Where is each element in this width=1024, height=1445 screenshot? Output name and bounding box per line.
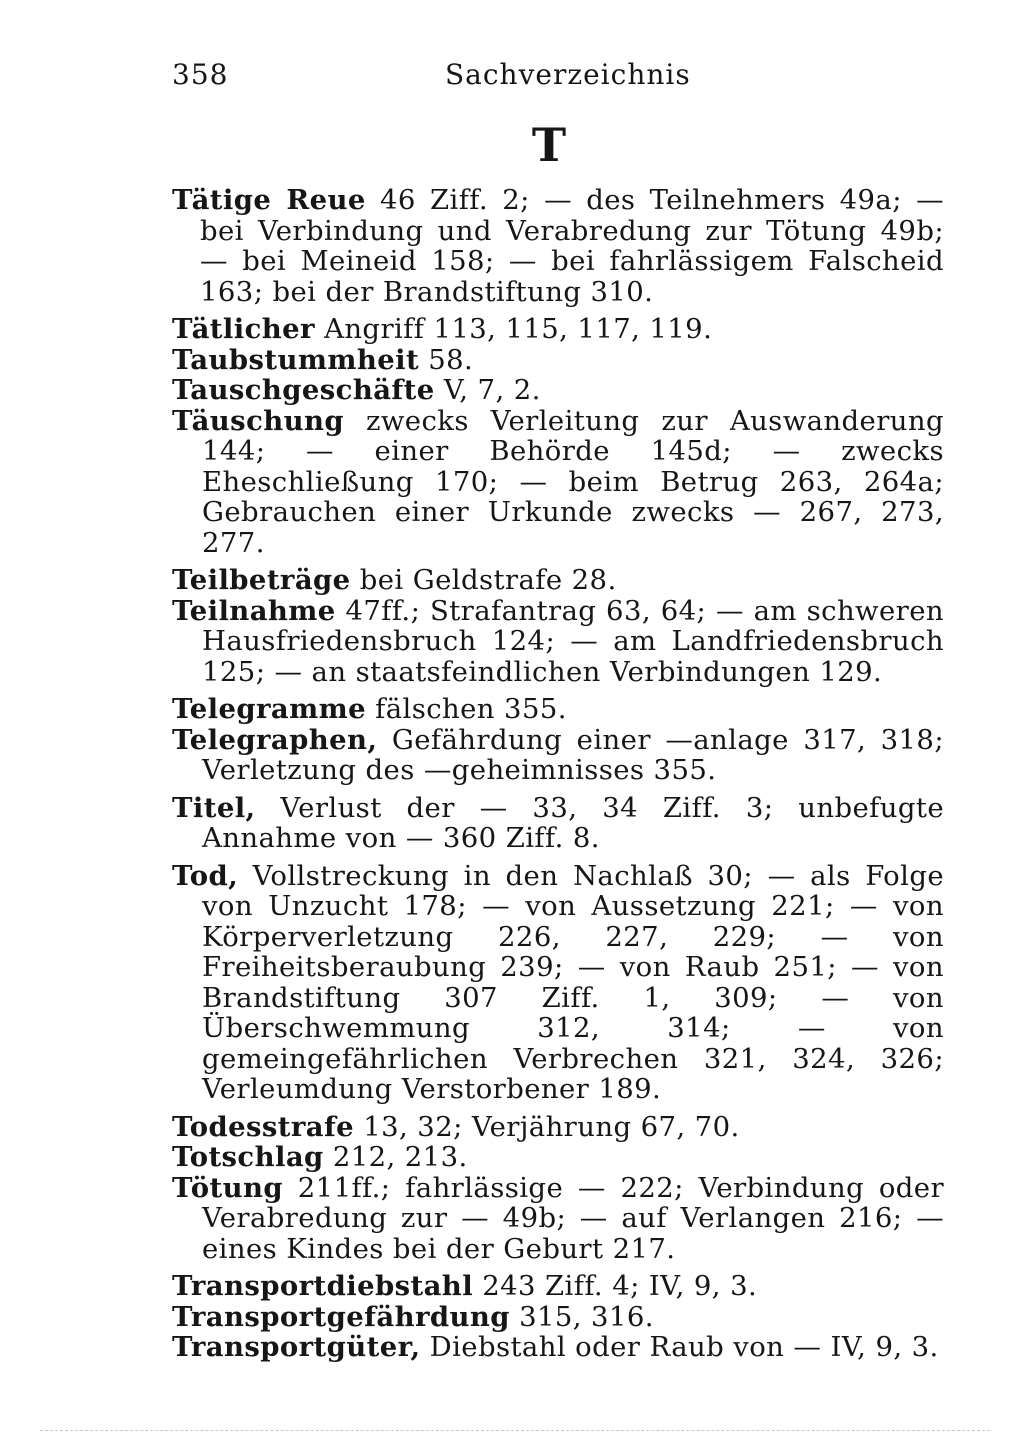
entry-text: fälschen 355. (365, 693, 567, 725)
index-entry-toetung (172, 1173, 944, 1265)
entry-text: zwecks Verleitung zur Auswanderung 144; — einer Behörde 145d; — zwecks Eheschließung 170; — beim Betrug 263, 264a; Gebrauchen einer Urkunde zwecks — 267, 273, 277. (202, 404, 944, 559)
entry-term: Tauschgeschäfte (172, 374, 435, 406)
entry-text: 212, 213. (323, 1141, 468, 1173)
entry-term: Taubstummheit (172, 343, 420, 376)
entry-term: Tätige Reue (172, 184, 366, 216)
entry-term: Telegraphen, (172, 723, 378, 756)
entry-term: Todesstrafe (172, 1110, 355, 1143)
index-entry-telegramme (172, 694, 944, 725)
entry-text: 211ff.; fahrlässige — 222; Verbindung oder Verabredung zur — 49b; — auf Verlangen 216; — eines Kindes bei der Geburt 217. (202, 1171, 944, 1265)
index-entry-telegraphen (172, 725, 944, 786)
entry-term: Tätlicher (172, 313, 315, 345)
index-entry-taeuschung (172, 406, 944, 559)
index-entry-teilbetraege (172, 565, 944, 596)
entry-text: Angriff 113, 115, 117, 119. (314, 313, 713, 345)
index-entry-titel (172, 793, 944, 854)
entry-term: Teilnahme (172, 594, 336, 627)
entry-text: bei Geldstrafe 28. (350, 564, 617, 596)
entry-text: 315, 316. (509, 1300, 654, 1333)
page-number: 358 (172, 58, 229, 91)
entry-term: Totschlag (172, 1141, 324, 1173)
entry-text: 58. (419, 343, 474, 376)
running-title: Sachverzeichnis (445, 58, 691, 91)
entry-term: Täuschung (172, 404, 345, 437)
index-entries (172, 185, 944, 1363)
index-entry-transportdiebstahl (172, 1271, 944, 1302)
entry-text: V, 7, 2. (434, 374, 541, 406)
entry-text: 46 Ziff. 2; — des Teilnehmers 49a; — bei Verbindung und Verabredung zur Tötung 49b; — bei Meineid 158; — bei fahrlässigem Falscheid 163; bei der Brandstiftung 310. (200, 184, 945, 308)
index-entry-totschlag (172, 1142, 944, 1173)
entry-text: Diebstahl oder Raub von — IV, 9, 3. (420, 1331, 939, 1363)
section-letter: T (531, 118, 567, 172)
entry-term: Transportdiebstahl (172, 1270, 474, 1302)
page-header (0, 58, 1024, 98)
index-entry-transportgefaehrdung (172, 1302, 944, 1333)
scan-edge-line (40, 1430, 990, 1431)
entry-text: 47ff.; Strafantrag 63, 64; — am schweren Hausfriedensbruch 124; — am Landfriedensbruch 125; — an staatsfeindlichen Verbindungen 129. (202, 594, 944, 688)
index-entry-teilnahme (172, 596, 944, 688)
entry-term: Telegramme (172, 693, 366, 725)
index-entry-taetige-reue (172, 185, 944, 307)
entry-term: Titel, (172, 791, 256, 824)
index-entry-todesstrafe (172, 1112, 944, 1143)
entry-term: Tod, (172, 859, 239, 892)
index-entry-tauschgeschaefte (172, 375, 944, 406)
entry-text: 243 Ziff. 4; IV, 9, 3. (473, 1270, 758, 1302)
index-entry-taetlicher (172, 314, 944, 345)
entry-text: 13, 32; Verjährung 67, 70. (354, 1110, 740, 1143)
index-entry-tod (172, 861, 944, 1105)
entry-term: Tötung (172, 1171, 284, 1204)
index-entry-taubstummheit (172, 345, 944, 376)
entry-text: Gefährdung einer —anlage 317, 318; Verletzung des —geheimnisses 355. (202, 723, 944, 786)
entry-term: Transportgüter, (172, 1331, 421, 1363)
entry-term: Transportgefährdung (172, 1300, 510, 1333)
entry-text: Verlust der — 33, 34 Ziff. 3; unbefugte Annahme von — 360 Ziff. 8. (202, 791, 944, 854)
entry-text: Vollstreckung in den Nachlaß 30; — als Folge von Unzucht 178; — von Aussetzung 221; — von Körperverletzung 226, 227, 229; — von Freiheitsberaubung 239; — von Raub 251; — von Brandstiftung 307 Ziff. 1, 309; — von Überschwemmung 312, 314; — von gemeingefährlichen Verbrechen 321, 324, 326; Verleumdung Verstorbener 189. (202, 859, 944, 1105)
index-entry-transportgueter (172, 1332, 944, 1363)
entry-term: Teilbeträge (172, 564, 351, 596)
